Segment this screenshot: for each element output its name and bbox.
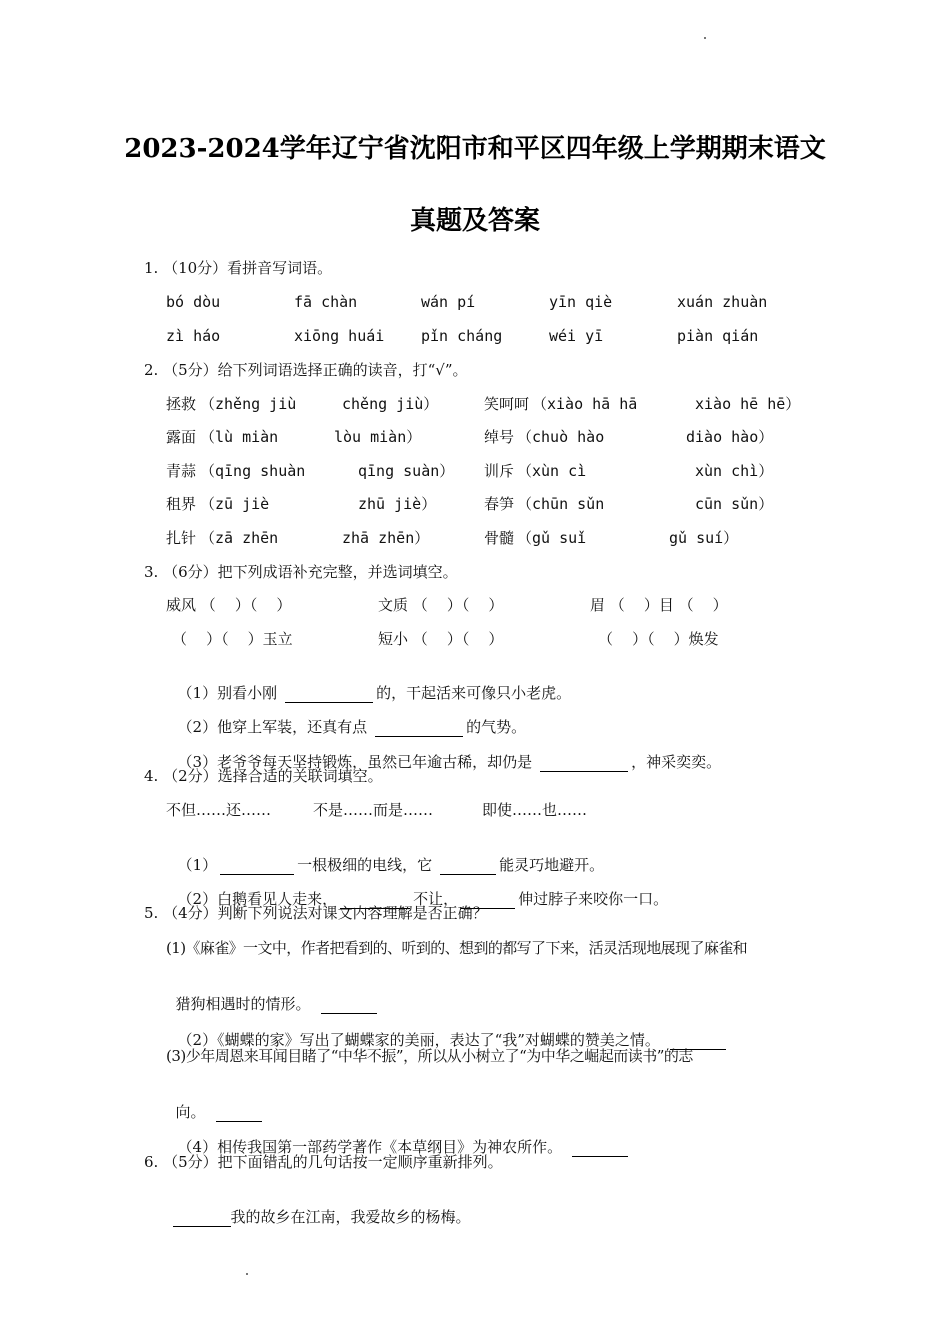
- q2-option-b: chěng jiù）: [342, 395, 439, 413]
- q2-option-a: （xùn cì: [517, 462, 587, 480]
- q2-option-a: （xiào hā hā: [532, 395, 638, 413]
- q5-s3-line2: [166, 1082, 265, 1122]
- pinyin: wéi yī: [549, 327, 604, 345]
- idiom-blank: （ ）（ ）焕发: [598, 630, 719, 648]
- q2-option-b: diào hào）: [686, 428, 774, 446]
- q5-s4-text: （4）相传我国第一部药学著作《本草纲目》为神农所作。: [177, 1138, 563, 1156]
- q6-sentence-1: [163, 1187, 471, 1227]
- q6-s1-text: 我的故乡在江南，我爱故乡的杨梅。: [230, 1208, 471, 1226]
- q2-word: 扎针: [166, 529, 197, 547]
- q6-heading: 6. （5分）把下面错乱的几句话按一定顺序重新排列。: [144, 1153, 503, 1171]
- q2-word: 训斥: [484, 462, 515, 480]
- q5-s3-text: 向。: [175, 1103, 206, 1121]
- idiom-blank: 威风 （ ）（ ）: [166, 596, 292, 614]
- q5-s2: [168, 1010, 729, 1050]
- idiom-blank: 短小 （ ）（ ）: [378, 630, 504, 648]
- q2-option-a: （chūn sǔn: [517, 495, 605, 513]
- pinyin: xiōng huái: [294, 327, 385, 345]
- q4-heading: 4. （2分）选择合适的关联词填空。: [144, 767, 383, 785]
- q2-option-a: （zā zhēn: [200, 529, 279, 547]
- pinyin: pǐn cháng: [421, 327, 503, 345]
- q2-option-b: zhū jiè）: [358, 495, 437, 513]
- q3-sentence-2: [168, 697, 526, 737]
- q2-option-b: qīng suàn）: [358, 462, 455, 480]
- q4-s1-b: 一根极细的电线，它: [297, 856, 433, 874]
- pinyin: zì háo: [166, 327, 221, 345]
- q5-s1-line2: [166, 974, 380, 1014]
- pinyin: yīn qiè: [549, 293, 613, 311]
- q5-s4: [168, 1117, 631, 1157]
- answer-blank[interactable]: [173, 1210, 231, 1227]
- q5-heading: 5. （4分）判断下列说法对课文内容理解是否正确？: [144, 904, 488, 922]
- q3-s3-pre: （3）老爷爷每天坚持锻炼，虽然已年逾古稀，却仍是: [177, 753, 533, 771]
- q4-option: 不是……而是……: [313, 801, 434, 819]
- q3-heading: 3. （6分）把下列成语补充完整，并选词填空。: [144, 563, 458, 581]
- idiom-blank: 文质 （ ）（ ）: [378, 596, 504, 614]
- q4-option: 即使……也……: [482, 801, 588, 819]
- q4-s1-a: （1）: [177, 856, 218, 874]
- q2-word: 露面: [166, 428, 197, 446]
- q2-word: 绰号: [484, 428, 515, 446]
- q2-option-a: （gǔ suǐ: [517, 529, 587, 547]
- pinyin: piàn qián: [677, 327, 759, 345]
- page-mark-top: [704, 37, 706, 39]
- q1-heading: 1. （10分）看拼音写词语。: [144, 259, 333, 277]
- pinyin: fā chàn: [294, 293, 358, 311]
- idiom-blank: 眉 （ ）目 （ ）: [590, 596, 728, 614]
- document-title-line2: 真题及答案: [409, 206, 540, 236]
- pinyin: bó dòu: [166, 293, 221, 311]
- q4-s2-c: 伸过脖子来咬你一口。: [518, 890, 669, 908]
- answer-blank[interactable]: [572, 1140, 628, 1157]
- q3-s3-post: ，神采奕奕。: [631, 753, 722, 771]
- q2-word: 青蒜: [166, 462, 197, 480]
- q4-s2-b: 不让，: [413, 890, 459, 908]
- q2-option-a: （zhěng jiù: [200, 395, 297, 413]
- q5-s1-text: 猎狗相遇时的情形。: [175, 995, 311, 1013]
- q2-option-a: （zū jiè: [200, 495, 270, 513]
- answer-blank[interactable]: [540, 755, 628, 772]
- q5-s2-text: （2）《蝴蝶的家》写出了蝴蝶家的美丽，表达了“我”对蝴蝶的赞美之情。: [177, 1031, 660, 1049]
- q2-option-b: xùn chì）: [695, 462, 774, 480]
- q2-word: 骨髓: [484, 529, 515, 547]
- document-title-line1: 2023-2024学年辽宁省沈阳市和平区四年级上学期期末语文: [124, 134, 826, 164]
- pinyin: wán pí: [421, 293, 476, 311]
- q2-option-b: cūn sǔn）: [695, 495, 774, 513]
- q2-word: 笑呵呵: [484, 395, 530, 413]
- q2-option-b: gǔ suí）: [669, 529, 739, 547]
- pinyin: xuán zhuàn: [677, 293, 768, 311]
- q2-option-a: （chuò hào: [517, 428, 605, 446]
- q2-option-b: lòu miàn）: [334, 428, 422, 446]
- q5-s1-line1: (1)《麻雀》一文中，作者把看到的、听到的、想到的都写了下来，活灵活现地展现了麻雀和: [166, 939, 748, 957]
- q2-option-b: zhā zhēn）: [342, 529, 430, 547]
- q3-s1-pre: （1）别看小刚: [177, 684, 278, 702]
- q5-s3-line1: (3)少年周恩来耳闻目睹了“中华不振”，所以从小树立了“为中华之崛起而读书”的志: [166, 1047, 693, 1065]
- q4-s1-c: 能灵巧地避开。: [499, 856, 605, 874]
- q4-option: 不但……还……: [166, 801, 272, 819]
- q2-word: 租界: [166, 495, 197, 513]
- q2-option-a: （qīng shuàn: [200, 462, 306, 480]
- q3-s2-post: 的气势。: [466, 718, 527, 736]
- q2-heading: 2. （5分）给下列词语选择正确的读音，打“√”。: [144, 361, 468, 379]
- q2-word: 拯救: [166, 395, 197, 413]
- page-mark-bottom: [246, 1273, 248, 1275]
- q4-s2-a: （2）白鹅看见人走来，: [177, 890, 338, 908]
- q2-option-b: xiào hē hē）: [695, 395, 801, 413]
- q3-s2-pre: （2）他穿上军装，还真有点: [177, 718, 368, 736]
- q2-word: 春笋: [484, 495, 515, 513]
- q2-option-a: （lù miàn: [200, 428, 279, 446]
- idiom-blank: （ ）（ ）玉立: [172, 630, 293, 648]
- q3-s1-post: 的，干起活来可像只小老虎。: [376, 684, 572, 702]
